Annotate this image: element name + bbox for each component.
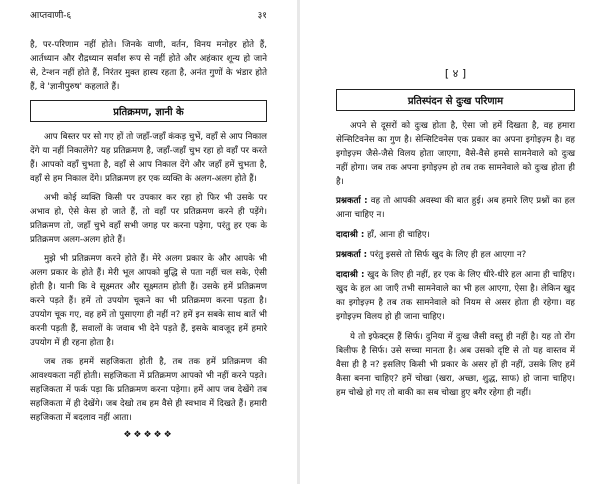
body-paragraph: जब तक हममें सहजिकता होती है, तब तक हमें प्रतिक्रमण की आवश्यकता नहीं होती। सहजिकता में प्रतिक्रमण आपको भी नहीं करने पड़ते। सहजिकता में फर्क पड़ा कि प्रतिक्रमण करना पड़ेगा। हमें आप जब देखेंगे तब सहजिकता में ही देखेंगे। जब देखो तब हम वैसे ही स्वभाव में दिखते हैं। हमारी सहजिकता में बदलाव नहीं आता। — [30, 357, 267, 423]
body-paragraph: मुझे भी प्रतिक्रमण करने होते हैं। मेरे अलग प्रकार के और आपके भी अलग प्रकार के होते हैं। मेरी भूल आपको बुद्धि से पता नहीं चल सके, ऐसी होती है। यानी कि वे सूक्ष्मतर और सूक्ष्मतम होती हैं। उसके हमें प्रतिक्रमण करने पड़ते हैं। हमें तो उपयोग चूकने का भी प्रतिक्रमण करना पड़ता है। उपयोग चूक गए, वह हमें तो पुसाएगा ही नहीं न? हमें इन सबके साथ बातें भी करनी पड़ती हैं, सवालों के जवाब भी देने पड़ते हैं, इसके बावजूद हमें हमारे उपयोग में ही रहना होता है। — [30, 254, 267, 348]
speaker-label: प्रश्नकर्ता : — [336, 250, 368, 260]
intro-paragraph: है, पर-परिणाम नहीं होते। जिनके वाणी, वर्तन, विनय मनोहर होते हैं, आर्तध्यान और रौद्रध्यान सर्वांश रूप से नहीं होते और अहंकार शून्य हो जाने से, टेन्शन नहीं होते हैं, निरंतर मुक्त हास्य रहता है, अनंत गुणों के भंडार होते हैं, वे 'ज्ञानीपुरुष' कहलाते हैं। — [30, 40, 267, 92]
dialog-text: परंतु इससे तो सिर्फ खुद के लिए ही हल आएगा न? — [369, 250, 527, 260]
closing-paragraph: ये तो इफेक्ट्स हैं सिर्फ। दुनिया में दुःख जैसी वस्तु ही नहीं है। यह तो रोंग बिलीफ है सिर्फ। उसे सच्चा मानता है। अब उसको दृष्टि से तो यह वास्तव में वैसा ही है न? इसलिए किसी भी प्रकार के असर हों ही नहीं, उसके लिए हमें कैसा बनना चाहिए? हमें चोखा (खरा, अच्छा, शुद्ध, साफ) हो जाना चाहिए। हम चोखे हो गए तो बाकी का सब चोखा हुए बगैर रहेगा ही नहीं। — [336, 332, 575, 398]
right-page — [300, 0, 599, 484]
right-text-column — [336, 22, 575, 405]
left-text-column — [30, 38, 267, 440]
speaker-label: दादाश्री : — [336, 230, 365, 240]
body-paragraph: आप बिस्तर पर सो गए हों तो जहाँ-जहाँ कंकड़ चुभें, वहाँ से आप निकाल देंगे या नहीं निकालेंगे? यह प्रतिक्रमण है, जहाँ-जहाँ चुभ रहा हो वहाँ पर करते हैं। आपको वहाँ चुभता है, वहाँ से आप निकाल देंगे और जहाँ हमें चुभता है, वहाँ से हम निकाल देंगे। प्रतिक्रमण हर एक व्यक्ति के अलग-अलग होते हैं। — [30, 132, 267, 184]
body-paragraph: अभी कोई व्यक्ति किसी पर उपकार कर रहा हो फिर भी उसके पर अभाव हो, ऐसे केस हो जाते हैं, तो वहाँ पर प्रतिक्रमण करने ही पड़ेंगे। प्रतिक्रमण तो, जहाँ चुभे वहाँ सभी जगह पर करना पड़ेगा, परंतु हर एक के प्रतिक्रमण अलग-अलग होते हैं। — [30, 193, 267, 245]
dialog-entry — [336, 268, 575, 324]
section-end-ornament: ❖❖❖❖❖ — [123, 430, 174, 440]
dialog-entry — [336, 228, 575, 242]
dialog-text: वह तो आपकी अवस्था की बात हुई। अब हमारे लिए प्रश्नों का हल आना चाहिए न। — [336, 196, 575, 220]
intro-paragraph: अपने से दूसरों को दुःख होता है, ऐसा जो हमें दिखता है, वह हमारा सेन्सिटिवनेस का गुण है। सेन्सिटिवनेस एक प्रकार का अपना इगोइज़्म है। वह इगोइज़्म जैसे-जैसे विलय होता जाएगा, वैसे-वैसे हमसे सामनेवाले को दुःख नहीं होगा। जब तक अपना इगोइज़्म हो तब तक सामनेवाले को दुःख होता ही है। — [336, 121, 575, 187]
dialog-text: हाँ, आना ही चाहिए। — [367, 230, 430, 240]
speaker-label: प्रश्नकर्ता : — [336, 196, 368, 206]
dialog-entry — [336, 248, 575, 262]
section-heading: प्रतिक्रमण, ज्ञानी के — [30, 100, 267, 122]
page-number: ३१ — [257, 11, 267, 21]
left-page — [0, 0, 297, 484]
left-running-header — [30, 8, 267, 22]
chapter-number: [ ४ ] — [444, 67, 467, 80]
dialog-text: खुद के लिए ही नहीं, हर एक के लिए धीरे-धीरे हल आना ही चाहिए। खुद के हल आ जाएँ तभी सामनेवाले का भी हल आएगा, ऐसा है। लेकिन खुद का इगोइज़्म है तब तक सामनेवाले को नियम से असर होता ही रहेगा। वह इगोइज़्म विलय हो ही जाना चाहिए। — [336, 270, 575, 322]
dialog-entry — [336, 194, 575, 222]
chapter-heading: प्रतिस्पंदन से दुःख परिणाम — [336, 89, 575, 111]
speaker-label: दादाश्री : — [336, 270, 365, 280]
book-title-header: आप्तवाणी-६ — [30, 11, 72, 21]
